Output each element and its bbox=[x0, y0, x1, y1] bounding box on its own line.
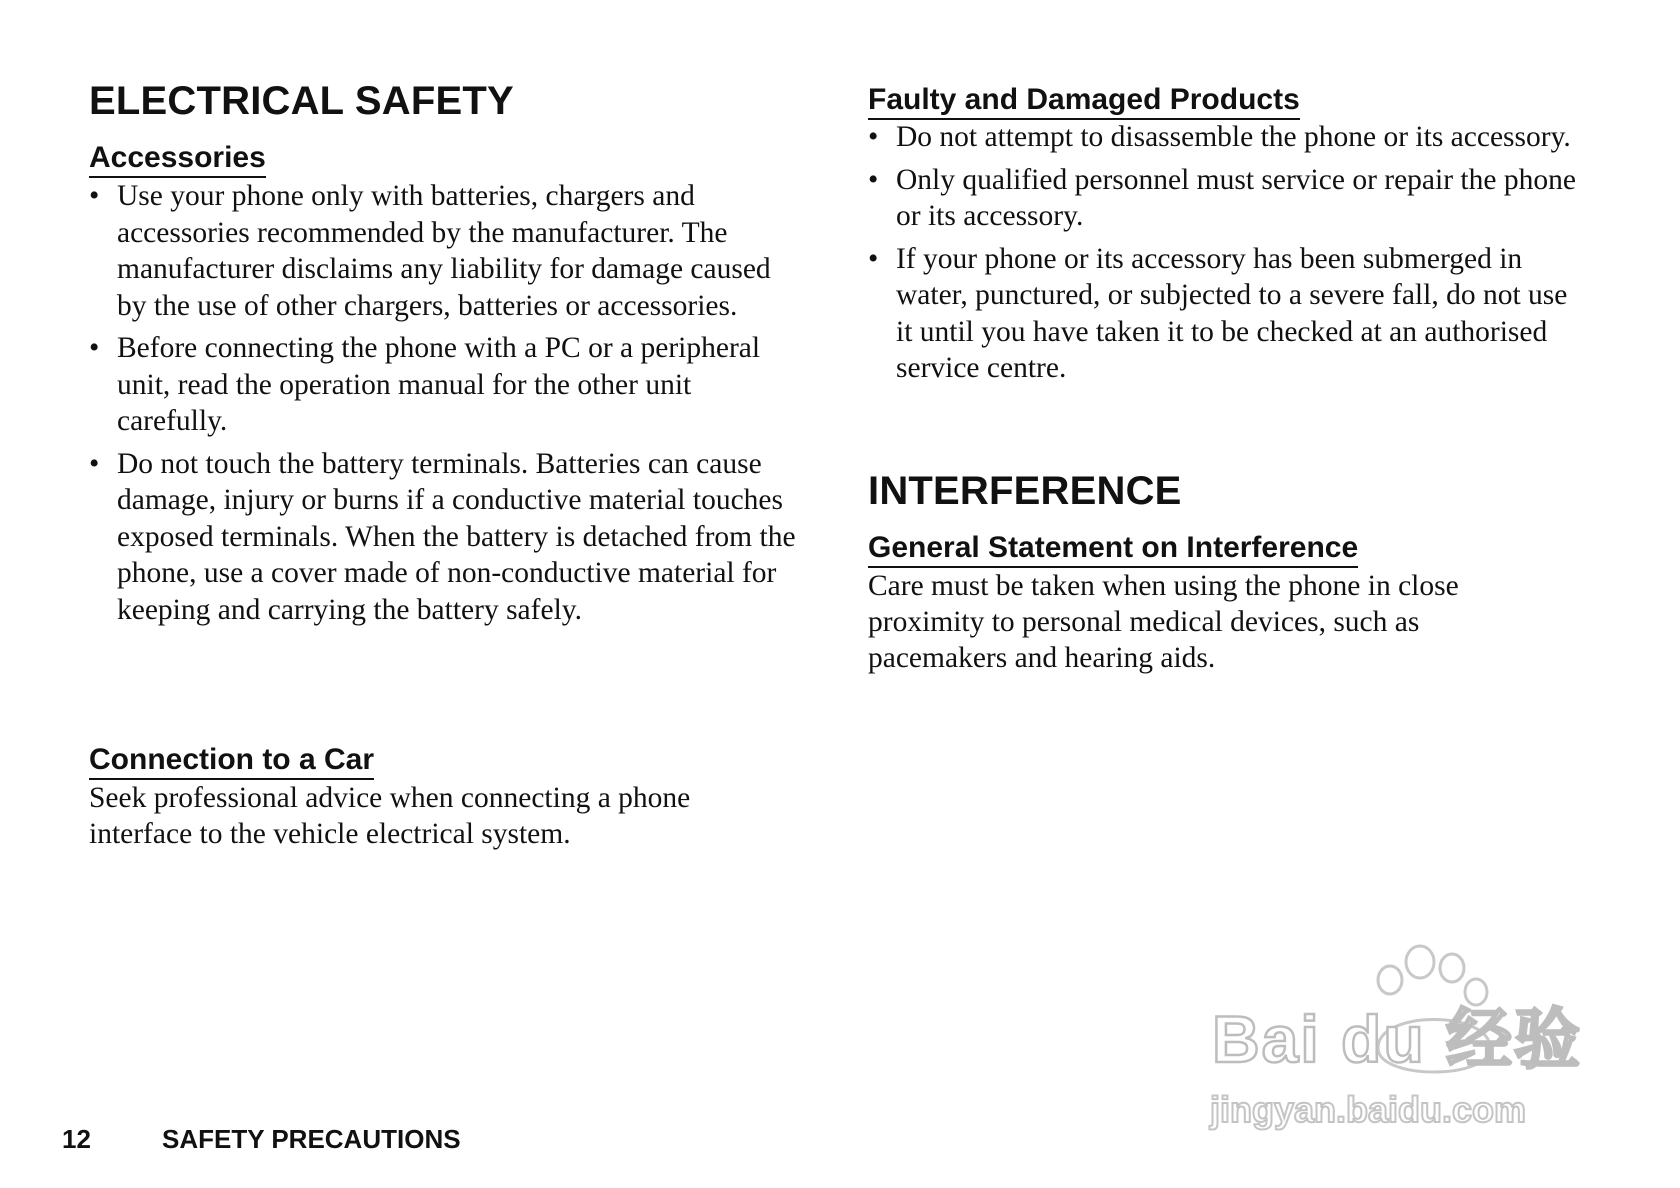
subheading-faulty-damaged-products: Faulty and Damaged Products bbox=[868, 82, 1300, 120]
subheading-accessories: Accessories bbox=[89, 140, 266, 178]
list-item-text: If your phone or its accessory has been submerged in water, punctured, or subjected to a severe fall, do not use it until you have taken it to be checked at an authorised service centre. bbox=[896, 242, 1568, 384]
list-item bbox=[89, 446, 801, 629]
list-item-text: Use your phone only with batteries, chargers and accessories recommended by the manufacturer. The manufacturer disclaims any liability for damage caused by the use of other chargers, batteries or accessories. bbox=[117, 180, 771, 322]
bullet-icon: • bbox=[868, 121, 879, 153]
bullet-icon: • bbox=[89, 447, 100, 480]
list-item bbox=[868, 119, 1588, 156]
watermark-url-text: jingyan.baidu.com bbox=[1210, 1089, 1527, 1130]
list-item bbox=[868, 162, 1588, 235]
page-number: 12 bbox=[62, 1124, 91, 1154]
watermark-brand-text: Bai du 经验 bbox=[1212, 1002, 1583, 1076]
page-footer bbox=[62, 1124, 461, 1155]
subheading-general-statement-interference: General Statement on Interference bbox=[868, 530, 1358, 568]
faulty-bullet-list bbox=[868, 119, 1588, 387]
bullet-icon: • bbox=[89, 332, 100, 364]
section-heading-electrical-safety: ELECTRICAL SAFETY bbox=[89, 79, 514, 123]
interference-text: Care must be taken when using the phone in close proximity to personal medical devices, such as pacemakers and hearing aids. bbox=[868, 570, 1459, 674]
accessories-list-container bbox=[89, 178, 801, 634]
list-item bbox=[89, 330, 801, 440]
footer-section-title: SAFETY PRECAUTIONS bbox=[162, 1124, 461, 1154]
list-item bbox=[868, 241, 1588, 387]
list-item-text: Only qualified personnel must service or repair the phone or its accessory. bbox=[896, 163, 1576, 232]
faulty-list-container bbox=[868, 119, 1588, 393]
accessories-bullet-list bbox=[89, 178, 801, 628]
section-heading-interference: INTERFERENCE bbox=[868, 469, 1182, 513]
bullet-icon: • bbox=[868, 163, 879, 196]
list-item-text: Before connecting the phone with a PC or a peripheral unit, read the operation manual for the other unit carefully. bbox=[117, 332, 761, 437]
list-item bbox=[89, 178, 801, 324]
subheading-connection-to-car: Connection to a Car bbox=[89, 742, 374, 780]
baidu-watermark-logo bbox=[1200, 940, 1610, 1140]
bullet-icon: • bbox=[89, 180, 100, 212]
connection-to-car-text: Seek professional advice when connecting a phone interface to the vehicle electrical system. bbox=[89, 782, 691, 850]
list-item-text: Do not attempt to disassemble the phone or its accessory. bbox=[896, 121, 1571, 153]
list-item-text: Do not touch the battery terminals. Batteries can cause damage, injury or burns if a conductive material touches exposed terminals. When the battery is detached from the phone, use a cover made of non-conductive material for keeping and carrying the battery safely. bbox=[117, 447, 796, 626]
bullet-icon: • bbox=[868, 242, 879, 275]
